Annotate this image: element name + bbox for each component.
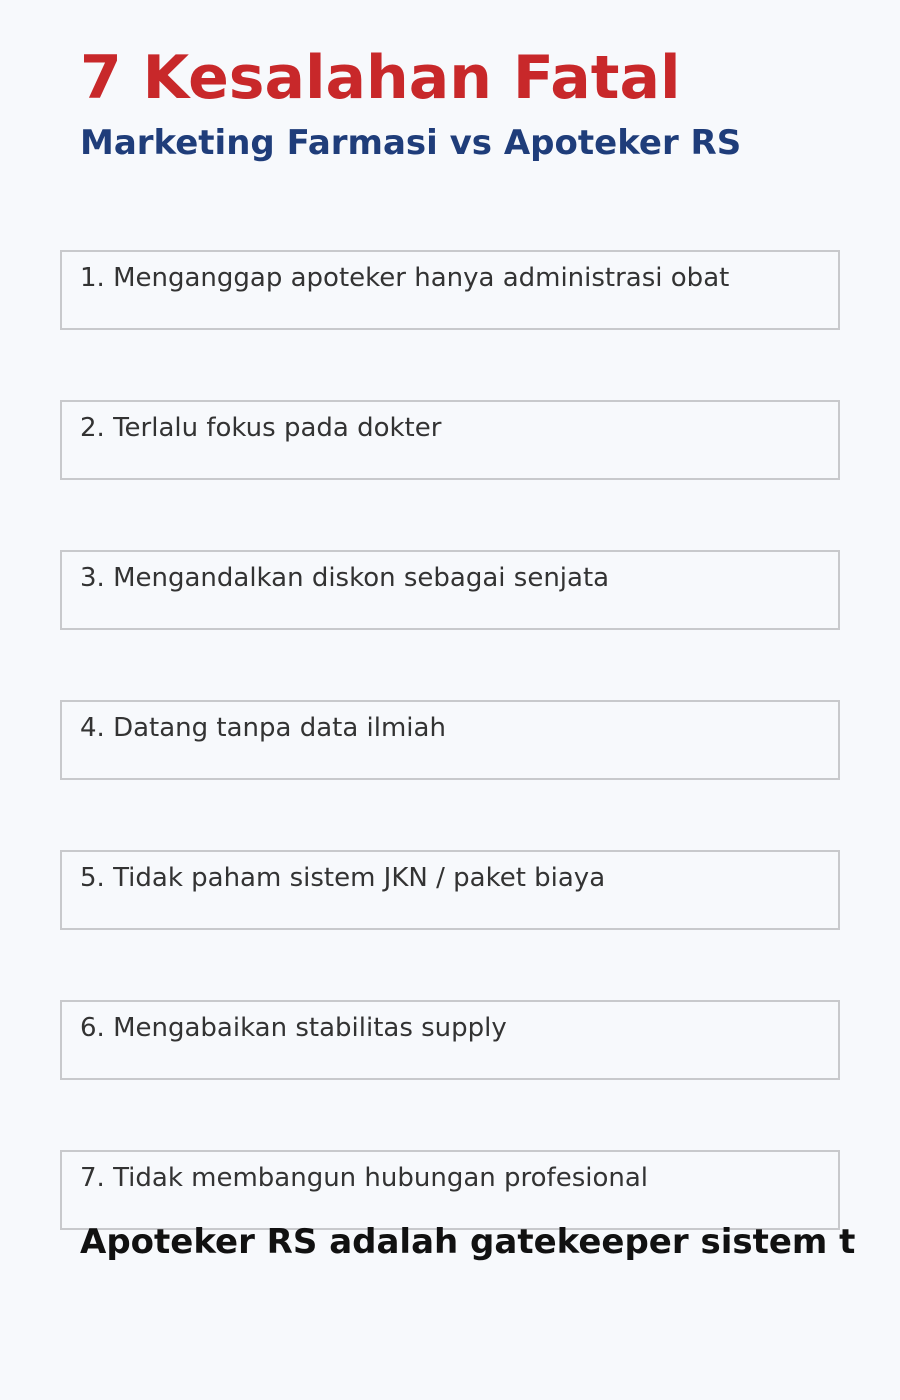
list-item xyxy=(60,700,840,780)
page-subtitle: Marketing Farmasi vs Apoteker RS xyxy=(80,123,742,163)
list-item xyxy=(60,250,840,330)
list-item xyxy=(60,1150,840,1230)
list-item xyxy=(60,1000,840,1080)
list-item-label: 6. Mengabaikan stabilitas supply xyxy=(80,1013,507,1043)
list-item-label: 3. Mengandalkan diskon sebagai senjata xyxy=(80,563,610,593)
page-title: 7 Kesalahan Fatal xyxy=(80,43,681,113)
list-item-label: 1. Menganggap apoteker hanya administrasi obat xyxy=(80,263,730,293)
list-item-label: 2. Terlalu fokus pada dokter xyxy=(80,413,442,443)
list-item-label: 7. Tidak membangun hubungan profesional xyxy=(80,1163,649,1193)
list-item xyxy=(60,850,840,930)
list-item-label: 5. Tidak paham sistem JKN / paket biaya xyxy=(80,863,606,893)
list-item-label: 4. Datang tanpa data ilmiah xyxy=(80,713,446,743)
conclusion-text: Apoteker RS adalah gatekeeper sistem t xyxy=(80,1222,856,1262)
list-item xyxy=(60,400,840,480)
list-item xyxy=(60,550,840,630)
